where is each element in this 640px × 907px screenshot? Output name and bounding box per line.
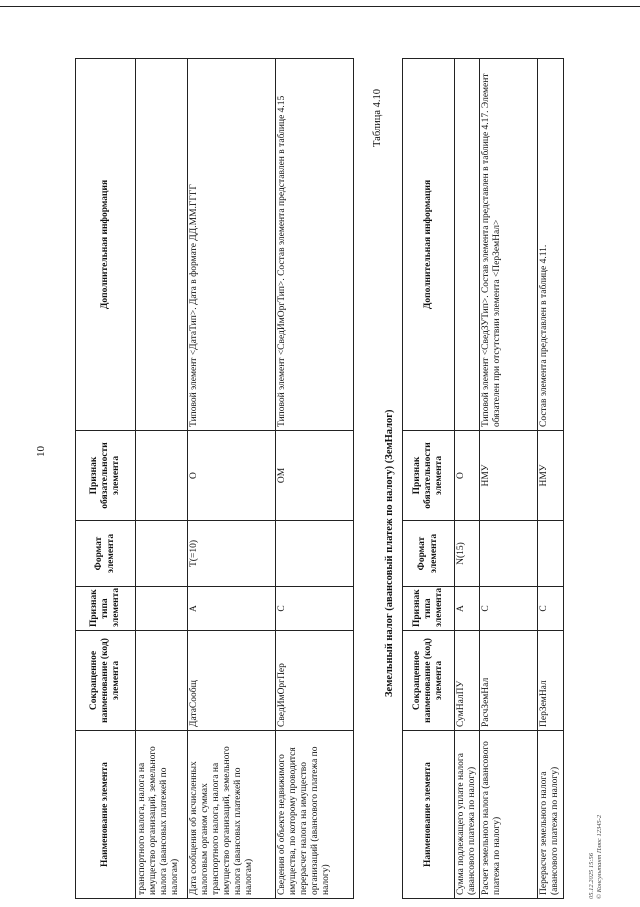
cell-info: [136, 59, 188, 431]
cell-name: Сведения об объекте недвижимого имущества, по которому проводится перерасчет налога на имущество организаций (авансового платежа по налогу): [276, 731, 354, 899]
table-label: Таблица 4.10: [372, 88, 383, 147]
cell-type: С: [538, 587, 564, 631]
cell-format: [136, 521, 188, 587]
table-row: [276, 59, 354, 899]
header-type: Признак типа элемента: [403, 587, 455, 631]
cell-short: СведИмОргПер: [276, 631, 354, 731]
cell-name: Перерасчет земельного налога (авансового платежа по налогу): [538, 731, 564, 899]
continued-table: [75, 58, 354, 899]
header-short: Сокращенное наименование (код) элемента: [76, 631, 136, 731]
cell-req: НМУ: [538, 431, 564, 521]
cell-short: ПерЗемНал: [538, 631, 564, 731]
header-short: Сокращенное наименование (код) элемента: [403, 631, 455, 731]
print-stamp: [588, 815, 605, 899]
cell-short: ДатаСообщ: [188, 631, 276, 731]
cell-type: А: [188, 587, 276, 631]
cell-req: ОМ: [276, 431, 354, 521]
header-info: Дополнительная информация: [403, 59, 455, 431]
cell-req: О: [455, 431, 480, 521]
header-format: Формат элемента: [76, 521, 136, 587]
cell-info: Состав элемента представлен в таблице 4.11.: [538, 59, 564, 431]
table-row: [455, 59, 480, 899]
header-req: Признак обязательности элемента: [403, 431, 455, 521]
cell-format: [538, 521, 564, 587]
table-row: [136, 59, 188, 899]
cell-format: N(15): [455, 521, 480, 587]
header-info: Дополнительная информация: [76, 59, 136, 431]
cell-short: СумНалПУ: [455, 631, 480, 731]
cell-info: Типовой элемент <СведИмОргТип>. Состав элемента представлен в таблице 4.15: [276, 59, 354, 431]
cell-info: Типовой элемент <ДатаТип>. Дата в формате ДД.ММ.ГГГГ: [188, 59, 276, 431]
table-row: [480, 59, 538, 899]
land-tax-table: [402, 58, 564, 899]
page-number: 10: [35, 446, 47, 457]
cell-req: [136, 431, 188, 521]
table-title: Земельный налог (авансовый платеж по налогу) (ЗемНалог): [384, 409, 395, 697]
stamp-line-1: 05.12.2025 15:56: [588, 852, 595, 899]
cell-format: [276, 521, 354, 587]
header-name: Наименование элемента: [403, 731, 455, 899]
cell-info: Типовой элемент <СведЗУТип>. Состав элемента представлен в таблице 4.17. Элемент обязателен при отсутствии элемента <ПерЗемНал>: [480, 59, 538, 431]
cell-info: [455, 59, 480, 431]
table-row: [538, 59, 564, 899]
cell-type: А: [455, 587, 480, 631]
cell-type: [136, 587, 188, 631]
cell-type: С: [480, 587, 538, 631]
cell-short: РасчЗемНал: [480, 631, 538, 731]
header-req: Признак обязательности элемента: [76, 431, 136, 521]
cell-name: Дата сообщения об исчисленных налоговым органом суммах транспортного налога, налога на имущество организаций, земельного налога (авансовых платежей по налогам): [188, 731, 276, 899]
header-name: Наименование элемента: [76, 731, 136, 899]
header-type: Признак типа элемента: [76, 587, 136, 631]
cell-req: О: [188, 431, 276, 521]
cell-type: С: [276, 587, 354, 631]
cell-short: [136, 631, 188, 731]
table-row: [188, 59, 276, 899]
cell-name: Расчет земельного налога (авансового платежа по налогу): [480, 731, 538, 899]
header-format: Формат элемента: [403, 521, 455, 587]
cell-name: Сумма подлежащего уплате налога (авансового платежа по налогу): [455, 731, 480, 899]
cell-name: транспортного налога, налога на имущество организаций, земельного налога (авансовых платежей по налогам): [136, 731, 188, 899]
cell-req: НМУ: [480, 431, 538, 521]
cell-format: [480, 521, 538, 587]
cell-format: T(=10): [188, 521, 276, 587]
stamp-line-2: © Консультант Плюс 12345-2: [596, 814, 604, 899]
